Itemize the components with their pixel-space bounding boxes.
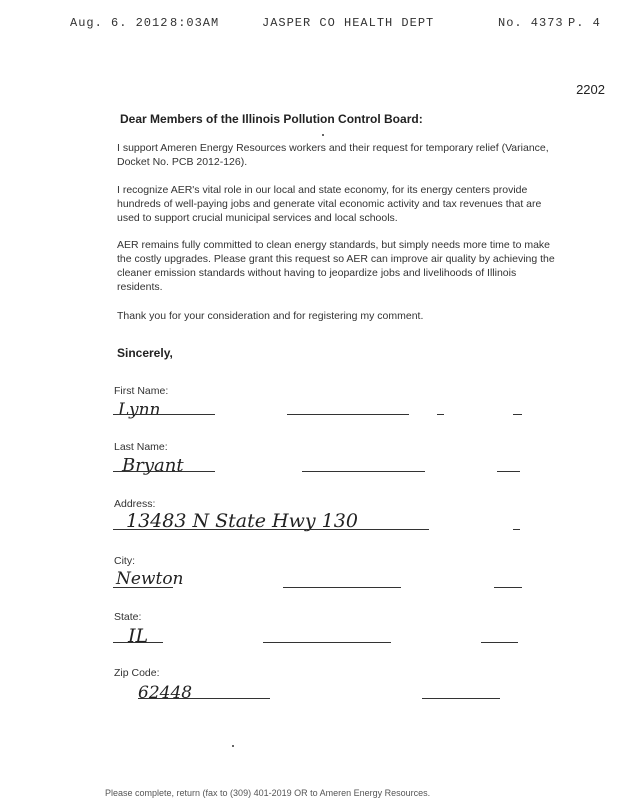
blank-line [481, 642, 518, 643]
blank-line [513, 414, 522, 415]
footer-instructions: Please complete, return (fax to (309) 401-2019 OR to Ameren Energy Resources. [105, 788, 431, 798]
last-name-label: Last Name: [114, 441, 168, 453]
fax-time: 8:03AM [170, 16, 220, 30]
fax-number: No. 4373 [498, 16, 564, 30]
first-name-label: First Name: [114, 385, 169, 397]
state-label: State: [114, 611, 142, 623]
document-number: 2202 [576, 82, 605, 97]
blank-line [513, 529, 520, 530]
blank-line [494, 587, 522, 588]
address-line [113, 529, 429, 530]
blank-line [302, 471, 425, 472]
state-value: IL [128, 625, 149, 647]
blank-line [437, 414, 444, 415]
scan-speck [322, 134, 324, 136]
last-name-value: Bryant [122, 455, 184, 476]
paragraph-thanks: Thank you for your consideration and for registering my comment. [117, 310, 424, 322]
paragraph-support: I support Ameren Energy Resources workers and their request for temporary relief (Variance, Docket No. PCB 2012-126). [117, 142, 549, 168]
first-name-line [113, 414, 215, 415]
blank-line [263, 642, 391, 643]
address-value: 13483 N State Hwy 130 [126, 510, 358, 532]
closing: Sincerely, [117, 346, 173, 360]
fax-date: Aug. 6. 2012 [70, 16, 169, 30]
paragraph-role: I recognize AER's vital role in our local and state economy, for its energy centers provide hundreds of well-paying jobs and generate vital economic activity and tax revenues that are used to support crucial municipal services and local schools. [117, 184, 542, 224]
state-line [113, 642, 163, 643]
blank-line [497, 471, 520, 472]
fax-sender: JASPER CO HEALTH DEPT [262, 16, 435, 30]
salutation: Dear Members of the Illinois Pollution Control Board: [120, 112, 423, 126]
blank-line [422, 698, 500, 699]
first-name-value: Lynn [118, 400, 161, 420]
blank-line [287, 414, 409, 415]
paragraph-request: AER remains fully committed to clean energy standards, but simply needs more time to make the costly upgrades. Please grant this request so AER can improve air quality by achieving the cleaner emission standards without having to jeopardize jobs and livelihoods of Illinois residents. [117, 239, 555, 293]
zip-value: 62448 [138, 683, 193, 703]
city-line [113, 587, 173, 588]
scan-speck [232, 745, 234, 747]
blank-line [283, 587, 401, 588]
last-name-line [113, 471, 215, 472]
zip-label: Zip Code: [114, 667, 160, 679]
city-value: Newton [116, 569, 184, 589]
city-label: City: [114, 555, 135, 567]
address-label: Address: [114, 498, 156, 510]
fax-page: P. 4 [568, 16, 601, 30]
zip-line [138, 698, 270, 699]
